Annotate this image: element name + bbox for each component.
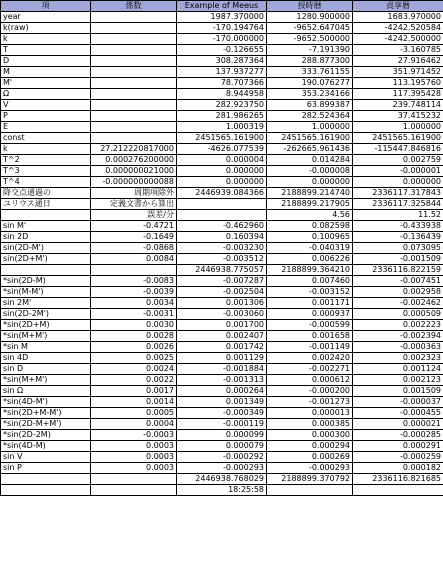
term-row [1, 430, 443, 441]
value-cell[interactable]: 0.0030 [91, 320, 177, 331]
value-cell[interactable]: 0.160394 [177, 232, 267, 243]
term-row [1, 331, 443, 342]
row-label[interactable]: T^2 [1, 155, 91, 166]
value-cell[interactable]: -0.000293 [267, 463, 353, 474]
data-row [1, 89, 443, 100]
data-row [1, 133, 443, 144]
row-label[interactable]: E [1, 122, 91, 133]
term-row [1, 287, 443, 298]
value-cell[interactable]: 63.899387 [267, 100, 353, 111]
value-cell[interactable]: 0.0003 [91, 463, 177, 474]
value-cell[interactable]: 0.002407 [177, 331, 267, 342]
value-cell[interactable] [177, 199, 267, 210]
term-label[interactable]: sin V [1, 452, 91, 463]
annotation-label[interactable]: 定義文書から算出 [91, 199, 177, 210]
data-row [1, 122, 443, 133]
row-label[interactable]: k [1, 34, 91, 45]
term-row [1, 232, 443, 243]
value-cell[interactable]: 0.001658 [267, 331, 353, 342]
value-cell[interactable] [267, 485, 353, 496]
data-row [1, 166, 443, 177]
value-cell[interactable]: -9652.647045 [267, 23, 353, 34]
term-label[interactable]: sin D [1, 364, 91, 375]
value-cell[interactable]: 0.000079 [177, 441, 267, 452]
term-row [1, 408, 443, 419]
value-cell[interactable]: 0.002323 [353, 353, 443, 364]
value-cell[interactable]: 239.748114 [353, 100, 443, 111]
value-cell[interactable]: -0.433938 [353, 221, 443, 232]
value-cell[interactable]: 0.0005 [91, 408, 177, 419]
value-cell[interactable]: 37.415232 [353, 111, 443, 122]
value-cell[interactable]: 0.000000 [177, 177, 267, 188]
value-cell[interactable] [177, 210, 267, 221]
value-cell[interactable]: 113.195760 [353, 78, 443, 89]
term-label[interactable]: *sin(M-M') [1, 287, 91, 298]
term-row [1, 375, 443, 386]
row-label[interactable]: P [1, 111, 91, 122]
term-row [1, 419, 443, 430]
value-cell[interactable]: 0.0034 [91, 298, 177, 309]
header-cell[interactable]: 係数 [91, 1, 177, 12]
term-label[interactable]: *sin(M+M') [1, 375, 91, 386]
value-cell[interactable]: -0.002504 [177, 287, 267, 298]
value-cell[interactable]: 1.000000 [353, 122, 443, 133]
value-cell[interactable]: 2446939.084366 [177, 188, 267, 199]
term-row [1, 320, 443, 331]
term-row [1, 441, 443, 452]
header-cell[interactable]: Example of Meeus [177, 1, 267, 12]
data-row [1, 144, 443, 155]
value-cell[interactable]: -0.003230 [177, 243, 267, 254]
value-cell[interactable]: -170.000000 [177, 34, 267, 45]
value-cell[interactable]: -170.194764 [177, 23, 267, 34]
value-cell[interactable]: 0.001700 [177, 320, 267, 331]
value-cell[interactable]: 0.000385 [267, 419, 353, 430]
data-row [1, 67, 443, 78]
value-cell[interactable]: 117.395428 [353, 89, 443, 100]
value-cell[interactable]: -0.000349 [177, 408, 267, 419]
value-cell[interactable]: 2451565.161900 [177, 133, 267, 144]
row-label[interactable]: Ω [1, 89, 91, 100]
term-label[interactable]: sin 4D [1, 353, 91, 364]
term-label[interactable]: *sin(2D-M+M') [1, 419, 91, 430]
value-cell[interactable]: -0.003152 [267, 287, 353, 298]
value-cell[interactable]: 0.100965 [267, 232, 353, 243]
header-cell[interactable]: 授時暦 [267, 1, 353, 12]
term-label[interactable]: sin(2D-M') [1, 243, 91, 254]
value-cell[interactable] [91, 23, 177, 34]
header-cell[interactable]: 貞享暦 [353, 1, 443, 12]
term-label[interactable]: *sin(2D+M) [1, 320, 91, 331]
value-cell[interactable]: 0.007460 [267, 276, 353, 287]
value-cell[interactable] [353, 485, 443, 496]
value-cell[interactable]: -0.000037 [353, 397, 443, 408]
value-cell[interactable]: 0.000291 [353, 441, 443, 452]
value-cell[interactable]: 2446938.775057 [177, 265, 267, 276]
value-cell[interactable]: -7.191390 [267, 45, 353, 56]
value-cell[interactable]: 1.000319 [177, 122, 267, 133]
data-row [1, 155, 443, 166]
value-cell[interactable]: -0.001273 [267, 397, 353, 408]
value-cell[interactable]: 1280.900000 [267, 12, 353, 23]
value-cell[interactable]: -0.002462 [353, 298, 443, 309]
value-cell[interactable]: 27.212220817000 [91, 144, 177, 155]
value-cell[interactable]: 0.0025 [91, 353, 177, 364]
value-cell[interactable]: 8.944958 [177, 89, 267, 100]
value-cell[interactable]: 2446938.768029 [177, 474, 267, 485]
value-cell[interactable]: 2336116.822159 [353, 265, 443, 276]
value-cell[interactable]: 351.971452 [353, 67, 443, 78]
value-cell[interactable] [91, 474, 177, 485]
term-label[interactable]: sin M' [1, 221, 91, 232]
value-cell[interactable]: -0.000200 [267, 386, 353, 397]
term-label[interactable]: sin(2D+M') [1, 254, 91, 265]
term-label[interactable]: *sin(4D-M') [1, 397, 91, 408]
value-cell[interactable]: 0.002123 [353, 375, 443, 386]
value-cell[interactable]: -0.040319 [267, 243, 353, 254]
value-cell[interactable]: 1.000000 [267, 122, 353, 133]
term-label[interactable]: *sin(M+M') [1, 331, 91, 342]
value-cell[interactable]: 2188899.217905 [267, 199, 353, 210]
value-cell[interactable]: 0.001742 [177, 342, 267, 353]
value-cell[interactable]: -4626.077539 [177, 144, 267, 155]
time-cell[interactable]: 18:25:58 [177, 485, 267, 496]
value-cell[interactable]: 11.52 [353, 210, 443, 221]
term-row [1, 364, 443, 375]
value-cell[interactable]: 0.0024 [91, 364, 177, 375]
data-row [1, 100, 443, 111]
value-cell[interactable]: -0.0039 [91, 287, 177, 298]
data-row [1, 111, 443, 122]
value-cell[interactable]: 2188899.214740 [267, 188, 353, 199]
value-cell[interactable]: 2451565.161900 [353, 133, 443, 144]
value-cell[interactable]: 0.000269 [267, 452, 353, 463]
value-cell[interactable]: 0.0004 [91, 419, 177, 430]
value-cell[interactable]: -0.003512 [177, 254, 267, 265]
value-cell[interactable] [91, 122, 177, 133]
term-label[interactable]: *sin(2D+M-M') [1, 408, 91, 419]
data-row [1, 56, 443, 67]
value-cell[interactable]: -0.003060 [177, 309, 267, 320]
row-label[interactable]: T^3 [1, 166, 91, 177]
value-cell[interactable]: -0.001509 [353, 254, 443, 265]
value-cell[interactable] [91, 100, 177, 111]
value-cell[interactable] [1, 485, 91, 496]
value-cell[interactable]: 0.001349 [177, 397, 267, 408]
term-row [1, 265, 443, 276]
value-cell[interactable]: -0.0083 [91, 276, 177, 287]
value-cell[interactable]: -4242.520584 [353, 23, 443, 34]
value-cell[interactable] [91, 111, 177, 122]
value-cell[interactable]: -0.1649 [91, 232, 177, 243]
value-cell[interactable]: 0.073095 [353, 243, 443, 254]
value-cell[interactable]: 0.014284 [267, 155, 353, 166]
value-cell[interactable] [91, 485, 177, 496]
value-cell[interactable]: 0.0003 [91, 452, 177, 463]
term-label[interactable] [1, 265, 91, 276]
value-cell[interactable] [91, 12, 177, 23]
value-cell[interactable]: -0.000119 [177, 419, 267, 430]
value-cell[interactable]: 0.000300 [267, 430, 353, 441]
value-cell[interactable]: -0.000293 [177, 463, 267, 474]
value-cell[interactable]: 0.002420 [267, 353, 353, 364]
row-label[interactable]: D [1, 56, 91, 67]
value-cell[interactable]: 190.076277 [267, 78, 353, 89]
term-row [1, 298, 443, 309]
value-cell[interactable]: 0.000000021000 [91, 166, 177, 177]
value-cell[interactable]: -4242.500000 [353, 34, 443, 45]
annotation-row [1, 188, 443, 199]
value-cell[interactable]: -0.000363 [353, 342, 443, 353]
value-cell[interactable]: 0.0028 [91, 331, 177, 342]
term-row [1, 452, 443, 463]
footer-row [1, 485, 443, 496]
term-row [1, 463, 443, 474]
row-label[interactable]: M [1, 67, 91, 78]
value-cell[interactable]: 0.002223 [353, 320, 443, 331]
value-cell[interactable]: -0.000455 [353, 408, 443, 419]
header-row [1, 1, 443, 12]
value-cell[interactable]: -262665.961436 [267, 144, 353, 155]
value-cell[interactable] [91, 56, 177, 67]
value-cell[interactable]: 4.56 [267, 210, 353, 221]
value-cell[interactable] [91, 67, 177, 78]
term-label[interactable]: *sin M [1, 342, 91, 353]
value-cell[interactable]: 0.001509 [353, 386, 443, 397]
term-row [1, 243, 443, 254]
value-cell[interactable]: 0.000021 [353, 419, 443, 430]
value-cell[interactable] [91, 133, 177, 144]
data-row [1, 177, 443, 188]
value-cell[interactable] [91, 34, 177, 45]
term-label[interactable]: *sin(2D-M) [1, 276, 91, 287]
data-row [1, 78, 443, 89]
term-label[interactable]: sin 2M' [1, 298, 91, 309]
value-cell[interactable] [91, 265, 177, 276]
value-cell[interactable]: -0.001149 [267, 342, 353, 353]
value-cell[interactable]: 0.000013 [267, 408, 353, 419]
value-cell[interactable]: 281.986265 [177, 111, 267, 122]
value-cell[interactable]: 1683.970000 [353, 12, 443, 23]
data-row [1, 12, 443, 23]
value-cell[interactable]: 0.000937 [267, 309, 353, 320]
value-cell[interactable]: 0.000099 [177, 430, 267, 441]
value-cell[interactable]: -0.002271 [267, 364, 353, 375]
value-cell[interactable]: 2336117.325844 [353, 199, 443, 210]
row-label[interactable]: M' [1, 78, 91, 89]
term-label[interactable]: *sin(2D-2M) [1, 430, 91, 441]
term-label[interactable]: *sin(4D-M) [1, 441, 91, 452]
value-cell[interactable]: -0.4721 [91, 221, 177, 232]
value-cell[interactable]: 353.234166 [267, 89, 353, 100]
value-cell[interactable]: 137.937277 [177, 67, 267, 78]
value-cell[interactable] [91, 78, 177, 89]
value-cell[interactable]: 0.002958 [353, 287, 443, 298]
term-row [1, 397, 443, 408]
term-label[interactable]: sin(2D-2M') [1, 309, 91, 320]
value-cell[interactable]: -0.462960 [177, 221, 267, 232]
annotation-row [1, 199, 443, 210]
value-cell[interactable]: 0.000000 [267, 177, 353, 188]
value-cell[interactable]: -0.001884 [177, 364, 267, 375]
value-cell[interactable]: -0.000599 [267, 320, 353, 331]
value-cell[interactable]: 27.916462 [353, 56, 443, 67]
value-cell[interactable]: 0.001124 [353, 364, 443, 375]
value-cell[interactable]: -0.0003 [91, 430, 177, 441]
term-row [1, 254, 443, 265]
value-cell[interactable]: -0.000000000088 [91, 177, 177, 188]
header-cell[interactable]: 項 [1, 1, 91, 12]
row-label[interactable]: const [1, 133, 91, 144]
value-cell[interactable]: -0.007287 [177, 276, 267, 287]
annotation-label[interactable] [1, 210, 91, 221]
value-cell[interactable]: 282.923750 [177, 100, 267, 111]
value-cell[interactable]: 0.001129 [177, 353, 267, 364]
value-cell[interactable]: -0.000008 [267, 166, 353, 177]
value-cell[interactable]: 0.000004 [177, 155, 267, 166]
term-label[interactable]: sin Ω [1, 386, 91, 397]
value-cell[interactable]: -0.126655 [177, 45, 267, 56]
value-cell[interactable]: 333.761155 [267, 67, 353, 78]
value-cell[interactable]: 0.001171 [267, 298, 353, 309]
value-cell[interactable]: 0.000264 [177, 386, 267, 397]
value-cell[interactable]: -0.0031 [91, 309, 177, 320]
value-cell[interactable]: -0.000292 [177, 452, 267, 463]
value-cell[interactable]: 2188899.364210 [267, 265, 353, 276]
value-cell[interactable]: 0.0022 [91, 375, 177, 386]
annotation-label[interactable]: ユリウス通日 [1, 199, 91, 210]
value-cell[interactable]: -0.000001 [353, 166, 443, 177]
annotation-label[interactable]: 降交点通過の [1, 188, 91, 199]
row-label[interactable]: year [1, 12, 91, 23]
annotation-label[interactable]: 誤差/分 [91, 210, 177, 221]
data-row [1, 23, 443, 34]
value-cell[interactable] [91, 89, 177, 100]
term-row [1, 386, 443, 397]
value-cell[interactable]: 308.287364 [177, 56, 267, 67]
value-cell[interactable]: -0.000259 [353, 452, 443, 463]
data-row [1, 45, 443, 56]
value-cell[interactable]: 0.000294 [267, 441, 353, 452]
term-label[interactable]: sin 2D [1, 232, 91, 243]
value-cell[interactable]: 0.000182 [353, 463, 443, 474]
value-cell[interactable]: 2451565.161900 [267, 133, 353, 144]
value-cell[interactable]: 0.082598 [267, 221, 353, 232]
value-cell[interactable]: 0.002759 [353, 155, 443, 166]
value-cell[interactable]: 0.000612 [267, 375, 353, 386]
value-cell[interactable]: 0.001306 [177, 298, 267, 309]
value-cell[interactable]: -0.001313 [177, 375, 267, 386]
value-cell[interactable]: 0.0084 [91, 254, 177, 265]
term-row [1, 474, 443, 485]
value-cell[interactable]: 0.000000 [177, 166, 267, 177]
value-cell[interactable]: -115447.846816 [353, 144, 443, 155]
row-label[interactable]: T^4 [1, 177, 91, 188]
value-cell[interactable]: -0.002394 [353, 331, 443, 342]
value-cell[interactable]: -0.007451 [353, 276, 443, 287]
value-cell[interactable]: 0.0017 [91, 386, 177, 397]
value-cell[interactable]: 78.707366 [177, 78, 267, 89]
term-row [1, 353, 443, 364]
value-cell[interactable]: 0.0003 [91, 441, 177, 452]
value-cell[interactable]: 282.524364 [267, 111, 353, 122]
value-cell[interactable]: 1987.370000 [177, 12, 267, 23]
term-row [1, 276, 443, 287]
value-cell[interactable]: -0.136439 [353, 232, 443, 243]
value-cell[interactable]: 2188899.370792 [267, 474, 353, 485]
value-cell[interactable]: -0.0868 [91, 243, 177, 254]
value-cell[interactable]: 0.000276200000 [91, 155, 177, 166]
data-row [1, 34, 443, 45]
term-label[interactable]: sin P [1, 463, 91, 474]
value-cell[interactable]: 2336117.317843 [353, 188, 443, 199]
value-cell[interactable] [91, 45, 177, 56]
annotation-row [1, 210, 443, 221]
value-cell[interactable]: 2336116.821685 [353, 474, 443, 485]
term-row [1, 342, 443, 353]
term-row [1, 309, 443, 320]
value-cell[interactable]: -0.000285 [353, 430, 443, 441]
value-cell[interactable]: 0.000000 [353, 177, 443, 188]
row-label[interactable]: k [1, 144, 91, 155]
term-row [1, 221, 443, 232]
sheet-body [1, 1, 443, 496]
annotation-label[interactable]: 周期項除外 [91, 188, 177, 199]
value-cell[interactable]: 0.0014 [91, 397, 177, 408]
value-cell[interactable]: -3.160785 [353, 45, 443, 56]
value-cell[interactable]: -9652.500000 [267, 34, 353, 45]
value-cell[interactable]: 288.877300 [267, 56, 353, 67]
value-cell[interactable]: 0.0026 [91, 342, 177, 353]
row-label[interactable]: V [1, 100, 91, 111]
value-cell[interactable]: 0.000509 [353, 309, 443, 320]
value-cell[interactable]: 0.006226 [267, 254, 353, 265]
term-label[interactable] [1, 474, 91, 485]
row-label[interactable]: T [1, 45, 91, 56]
row-label[interactable]: k(raw) [1, 23, 91, 34]
